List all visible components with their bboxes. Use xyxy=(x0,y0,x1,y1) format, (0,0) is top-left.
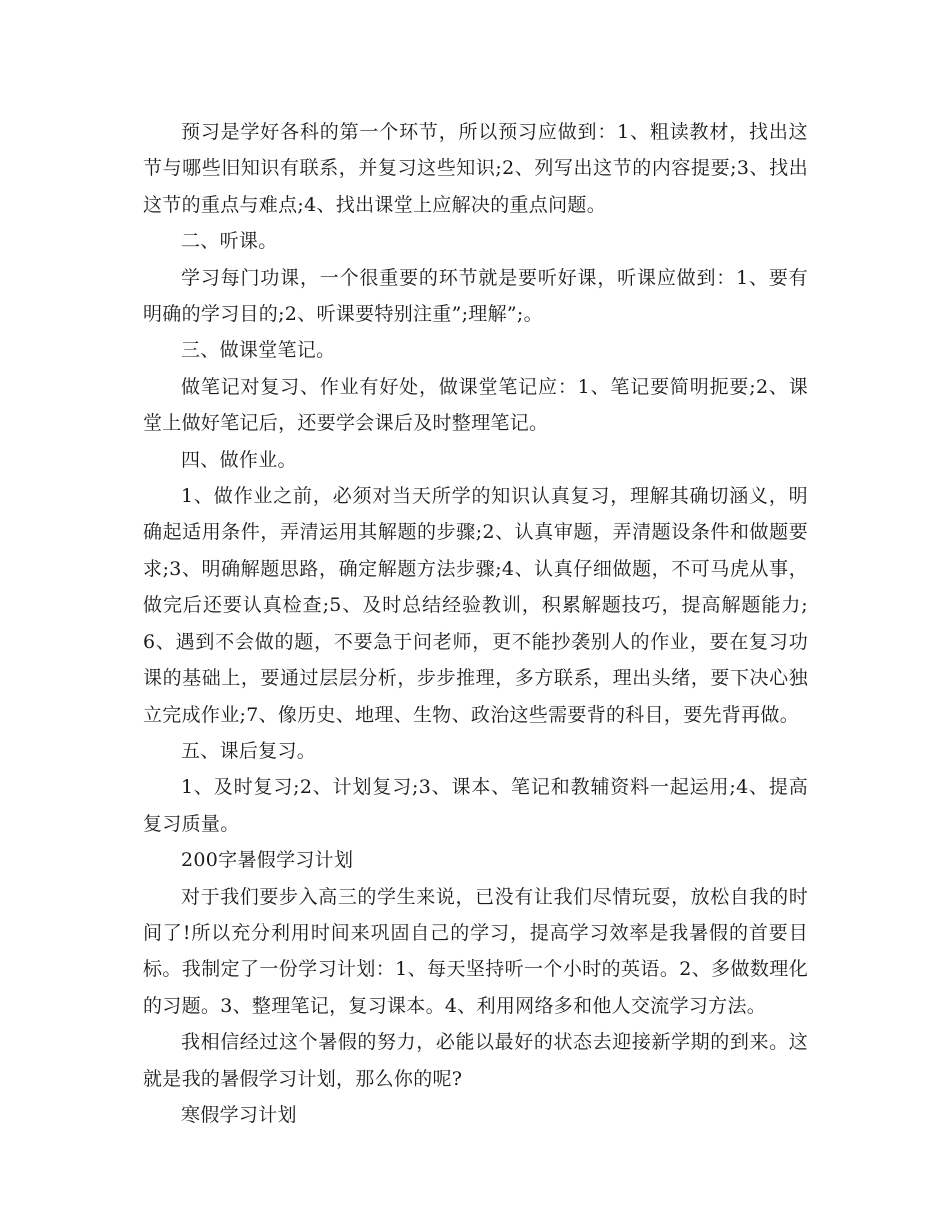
section-heading-review: 五、课后复习。 xyxy=(181,739,317,762)
paragraph-notes: 做笔记对复习、作业有好处，做课堂笔记应：1、笔记要简明扼要;2、课堂上做好笔记后，还要学会课后及时整理笔记。 xyxy=(143,375,808,435)
section-heading-listen: 二、听课。 xyxy=(181,230,278,253)
section-heading-notes: 三、做课堂笔记。 xyxy=(181,339,336,362)
paragraph-summer-conclusion: 我相信经过这个暑假的努力，必能以最好的状态去迎接新学期的到来。这就是我的暑假学习计划，那么你的呢? xyxy=(143,1031,808,1090)
section-heading-homework: 四、做作业。 xyxy=(181,448,297,471)
paragraph-summer-plan: 对于我们要步入高三的学生来说，已没有让我们尽情玩耍，放松自我的时间了!所以充分利用时间来巩固自己的学习，提高学习效率是我暑假的首要目标。我制定了一份学习计划：1、每天坚持听一个小时的英语。2、多做数理化的习题。3、整理笔记，复习课本。4、利用网络多和他人交流学习方法。 xyxy=(143,885,808,1017)
section-heading-winter-plan: 寒假学习计划 xyxy=(181,1103,297,1126)
document-body xyxy=(143,114,808,1133)
section-heading-summer-plan: 200字暑假学习计划 xyxy=(181,849,354,872)
paragraph-homework: 1、做作业之前，必须对当天所学的知识认真复习，理解其确切涵义，明确起适用条件，弄清运用其解题的步骤;2、认真审题，弄清题设条件和做题要求;3、明确解题思路，确定解题方法步骤;4、认真仔细做题，不可马虎从事，做完后还要认真检查;5、及时总结经验教训，积累解题技巧，提高解题能力;6、遇到不会做的题，不要急于问老师，更不能抄袭别人的作业，要在复习功课的基础上，要通过层层分析，步步推理，多方联系，理出头绪，要下决心独立完成作业;7、像历史、地理、生物、政治这些需要背的科目，要先背再做。 xyxy=(143,485,808,726)
paragraph-review: 1、及时复习;2、计划复习;3、课本、笔记和教辅资料一起运用;4、提高复习质量。 xyxy=(143,776,808,835)
paragraph-listen: 学习每门功课，一个很重要的环节就是要听好课，听课应做到：1、要有明确的学习目的;2、听课要特别注重”;理解”;。 xyxy=(143,266,808,326)
paragraph-preview: 预习是学好各科的第一个环节，所以预习应做到：1、粗读教材，找出这节与哪些旧知识有联系，并复习这些知识;2、列写出这节的内容提要;3、找出这节的重点与难点;4、找出课堂上应解决的重点问题。 xyxy=(143,121,808,216)
